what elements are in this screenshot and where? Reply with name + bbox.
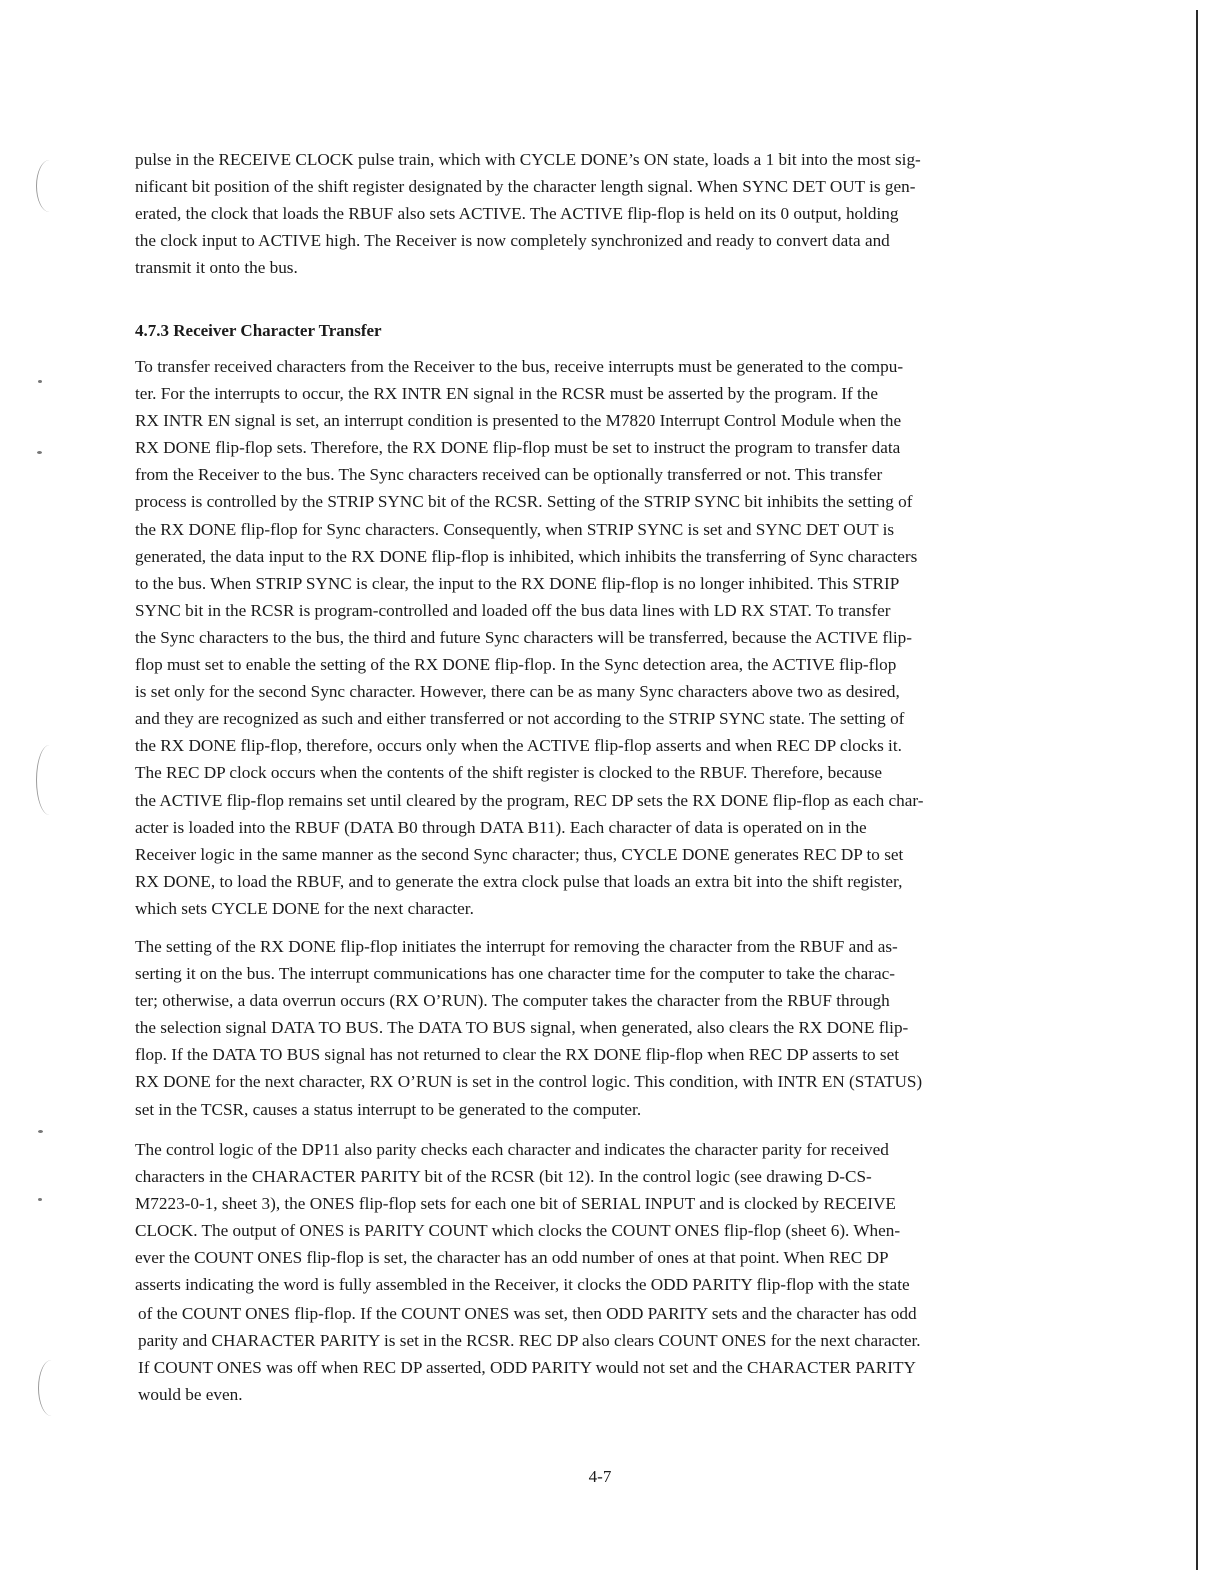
text-line: which sets CYCLE DONE for the next character. [135,898,474,918]
scan-speck [37,451,42,454]
binder-hole-mark-bottom [38,1360,65,1416]
text-line: flop. If the DATA TO BUS signal has not returned to clear the RX DONE flip-flop when REC DP asserts to set [135,1045,899,1065]
text-line: is set only for the second Sync character. However, there can be as many Sync characters above two as desired, [135,682,900,702]
text-line: set in the TCSR, causes a status interrupt to be generated to the computer. [135,1099,642,1119]
text-line: process is controlled by the STRIP SYNC bit of the RCSR. Setting of the STRIP SYNC bit inhibits the setting of [135,492,913,512]
scan-edge-line [1196,10,1198,1570]
text-line: serting it on the bus. The interrupt communications has one character time for the computer to take the charac- [135,964,895,984]
paragraph-receiver-transfer [135,353,923,922]
text-line: nificant bit position of the shift register designated by the character length signal. When SYNC DET OUT is gen- [135,177,916,197]
page-number: 4-7 [588,1467,612,1486]
scan-speck [38,1130,43,1133]
text-line: The setting of the RX DONE flip-flop initiates the interrupt for removing the character from the RBUF and as- [135,937,898,956]
text-line: CLOCK. The output of ONES is PARITY COUNT which clocks the COUNT ONES flip-flop (sheet 6). When- [135,1221,901,1241]
text-line: of the COUNT ONES flip-flop. If the COUNT ONES was set, then ODD PARITY sets and the character has odd [138,1304,917,1323]
paragraph-synchronization [135,146,921,281]
text-line: flop must set to enable the setting of the RX DONE flip-flop. In the Sync detection area, the ACTIVE flip-flop [135,655,897,675]
text-line: parity and CHARACTER PARITY is set in the RCSR. REC DP also clears COUNT ONES for the next character. [138,1331,921,1351]
text-line: the ACTIVE flip-flop remains set until cleared by the program, REC DP sets the RX DONE flip-flop as each char- [135,790,924,810]
text-line: the RX DONE flip-flop for Sync characters. Consequently, when STRIP SYNC is set and SYNC DET OUT is [135,519,895,539]
text-line: would be even. [138,1385,243,1405]
text-line: transmit it onto the bus. [135,258,298,278]
text-line: the selection signal DATA TO BUS. The DATA TO BUS signal, when generated, also clears the RX DONE flip- [135,1018,909,1038]
text-line: characters in the CHARACTER PARITY bit of the RCSR (bit 12). In the control logic (see drawing D-CS- [135,1167,872,1187]
text-line: to the bus. When STRIP SYNC is clear, the input to the RX DONE flip-flop is no longer inhibited. This STRIP [135,573,900,593]
binder-hole-mark-top [36,160,63,212]
text-line: the clock input to ACTIVE high. The Receiver is now completely synchronized and ready to convert data and [135,231,890,251]
text-line: RX DONE for the next character, RX O’RUN is set in the control logic. This condition, with INTR EN (STATUS) [135,1072,923,1092]
text-line: pulse in the RECEIVE CLOCK pulse train, which with CYCLE DONE’s ON state, loads a 1 bit into the most sig- [135,150,921,169]
section-heading: 4.7.3 Receiver Character Transfer [135,321,382,340]
binder-hole-mark-middle [36,745,63,815]
text-line: ter. For the interrupts to occur, the RX INTR EN signal in the RCSR must be asserted by the program. If the [135,384,879,404]
paragraph-parity-continued [138,1300,921,1408]
paragraph-interrupt [135,933,922,1123]
text-line: acter is loaded into the RBUF (DATA B0 through DATA B11). Each character of data is operated on in the [135,817,867,837]
scan-speck [38,380,42,383]
text-line: M7223-0-1, sheet 3), the ONES flip-flop sets for each one bit of SERIAL INPUT and is clocked by RECEIVE [135,1194,896,1214]
text-line: The control logic of the DP11 also parity checks each character and indicates the character parity for received [135,1140,889,1159]
text-line: RX DONE flip-flop sets. Therefore, the RX DONE flip-flop must be set to instruct the program to transfer data [135,438,901,458]
text-line: ever the COUNT ONES flip-flop is set, the character has an odd number of ones at that point. When REC DP [135,1248,889,1268]
text-line: To transfer received characters from the Receiver to the bus, receive interrupts must be generated to the compu- [135,357,904,376]
text-line: erated, the clock that loads the RBUF also sets ACTIVE. The ACTIVE flip-flop is held on its 0 output, holding [135,204,899,224]
text-line: the Sync characters to the bus, the third and future Sync characters will be transferred, because the ACTIVE flip- [135,627,912,647]
text-line: SYNC bit in the RCSR is program-controlled and loaded off the bus data lines with LD RX STAT. To transfer [135,600,891,620]
text-line: The REC DP clock occurs when the contents of the shift register is clocked to the RBUF. Therefore, because [135,763,883,783]
text-line: the RX DONE flip-flop, therefore, occurs only when the ACTIVE flip-flop asserts and when REC DP clocks it. [135,736,902,756]
text-line: Receiver logic in the same manner as the second Sync character; thus, CYCLE DONE generates REC DP to set [135,844,904,864]
scan-speck [38,1198,42,1201]
text-line: RX DONE, to load the RBUF, and to generate the extra clock pulse that loads an extra bit into the shift register, [135,871,903,891]
text-line: ter; otherwise, a data overrun occurs (RX O’RUN). The computer takes the character from the RBUF through [135,991,890,1011]
text-line: RX INTR EN signal is set, an interrupt condition is presented to the M7820 Interrupt Control Module when the [135,411,902,431]
paragraph-parity [135,1136,910,1299]
text-line: from the Receiver to the bus. The Sync characters received can be optionally transferred or not. This transfer [135,465,883,485]
text-line: and they are recognized as such and either transferred or not according to the STRIP SYNC state. The setting of [135,709,905,729]
text-line: generated, the data input to the RX DONE flip-flop is inhibited, which inhibits the transferring of Sync characters [135,546,918,566]
text-line: If COUNT ONES was off when REC DP asserted, ODD PARITY would not set and the CHARACTER PARITY [138,1358,916,1378]
text-line: asserts indicating the word is fully assembled in the Receiver, it clocks the ODD PARITY flip-flop with the state [135,1275,910,1295]
